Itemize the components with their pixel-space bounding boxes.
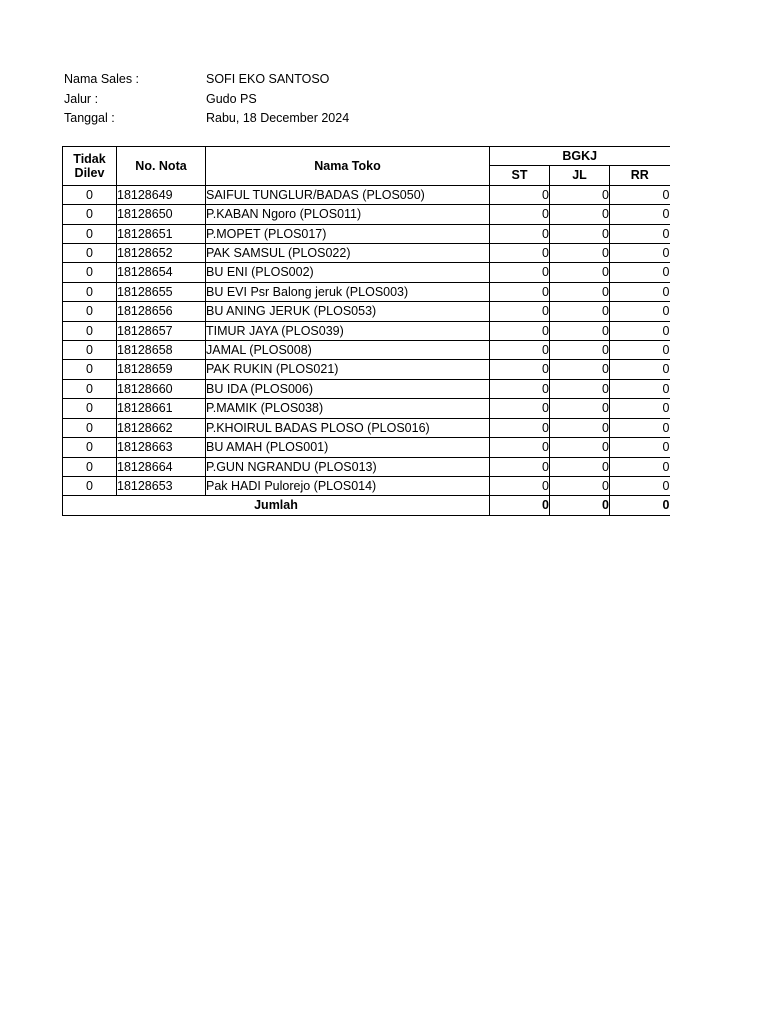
- cell-tidak-dilev: 0: [63, 418, 117, 437]
- cell-tidak-dilev: 0: [63, 476, 117, 495]
- cell-no-nota: 18128662: [117, 418, 206, 437]
- route-row: [64, 90, 349, 110]
- cell-nama-toko: TIMUR JAYA (PLOS039): [206, 321, 490, 340]
- cell-st: 0: [490, 205, 550, 224]
- table-row: [63, 321, 670, 340]
- table-row: [63, 360, 670, 379]
- delivery-table: [62, 146, 670, 516]
- cell-jl: 0: [550, 341, 610, 360]
- cell-jl: 0: [550, 379, 610, 398]
- col-header-jl: JL: [550, 166, 610, 185]
- cell-tidak-dilev: 0: [63, 224, 117, 243]
- cell-jl: 0: [550, 321, 610, 340]
- table-row: [63, 418, 670, 437]
- cell-rr: 0: [610, 205, 670, 224]
- cell-tidak-dilev: 0: [63, 185, 117, 204]
- table-row: [63, 457, 670, 476]
- cell-nama-toko: Pak HADI Pulorejo (PLOS014): [206, 476, 490, 495]
- table-body: [63, 185, 670, 496]
- cell-rr: 0: [610, 302, 670, 321]
- cell-nama-toko: JAMAL (PLOS008): [206, 341, 490, 360]
- cell-no-nota: 18128653: [117, 476, 206, 495]
- col-header-rr: RR: [610, 166, 670, 185]
- cell-nama-toko: BU IDA (PLOS006): [206, 379, 490, 398]
- total-rr: 0: [610, 496, 670, 515]
- cell-rr: 0: [610, 379, 670, 398]
- cell-st: 0: [490, 185, 550, 204]
- table-row: [63, 379, 670, 398]
- date-row: [64, 109, 349, 129]
- cell-rr: 0: [610, 360, 670, 379]
- cell-jl: 0: [550, 438, 610, 457]
- cell-no-nota: 18128660: [117, 379, 206, 398]
- sales-label: Nama Sales :: [64, 72, 140, 86]
- cell-rr: 0: [610, 399, 670, 418]
- cell-jl: 0: [550, 360, 610, 379]
- cell-no-nota: 18128664: [117, 457, 206, 476]
- table-row: [63, 476, 670, 495]
- table-row: [63, 244, 670, 263]
- cell-tidak-dilev: 0: [63, 321, 117, 340]
- cell-tidak-dilev: 0: [63, 282, 117, 301]
- table-row: [63, 399, 670, 418]
- sales-value: SOFI EKO SANTOSO: [206, 72, 330, 86]
- cell-jl: 0: [550, 399, 610, 418]
- cell-rr: 0: [610, 185, 670, 204]
- cell-jl: 0: [550, 476, 610, 495]
- cell-jl: 0: [550, 282, 610, 301]
- cell-rr: 0: [610, 224, 670, 243]
- table-row: [63, 302, 670, 321]
- cell-rr: 0: [610, 244, 670, 263]
- cell-jl: 0: [550, 185, 610, 204]
- cell-st: 0: [490, 360, 550, 379]
- cell-tidak-dilev: 0: [63, 360, 117, 379]
- cell-rr: 0: [610, 457, 670, 476]
- cell-nama-toko: BU ENI (PLOS002): [206, 263, 490, 282]
- cell-no-nota: 18128658: [117, 341, 206, 360]
- date-value: Rabu, 18 December 2024: [206, 111, 350, 125]
- table-row: [63, 205, 670, 224]
- cell-no-nota: 18128656: [117, 302, 206, 321]
- route-label: Jalur :: [64, 91, 99, 106]
- cell-st: 0: [490, 418, 550, 437]
- cell-tidak-dilev: 0: [63, 302, 117, 321]
- cell-st: 0: [490, 282, 550, 301]
- cell-st: 0: [490, 438, 550, 457]
- table-row: [63, 185, 670, 204]
- cell-nama-toko: BU ANING JERUK (PLOS053): [206, 302, 490, 321]
- cell-nama-toko: PAK SAMSUL (PLOS022): [206, 244, 490, 263]
- cell-rr: 0: [610, 282, 670, 301]
- total-jl: 0: [550, 496, 610, 515]
- col-group-bgkj: BGKJ: [490, 147, 670, 166]
- cell-st: 0: [490, 263, 550, 282]
- report-header: [64, 70, 349, 129]
- total-row: [63, 496, 670, 515]
- cell-jl: 0: [550, 418, 610, 437]
- cell-no-nota: 18128650: [117, 205, 206, 224]
- cell-rr: 0: [610, 263, 670, 282]
- cell-tidak-dilev: 0: [63, 341, 117, 360]
- cell-nama-toko: P.KABAN Ngoro (PLOS011): [206, 205, 490, 224]
- cell-tidak-dilev: 0: [63, 379, 117, 398]
- cell-jl: 0: [550, 457, 610, 476]
- date-label: Tanggal :: [64, 111, 115, 125]
- table-row: [63, 263, 670, 282]
- cell-jl: 0: [550, 224, 610, 243]
- col-header-tidak-line1: Tidak: [73, 151, 106, 166]
- cell-tidak-dilev: 0: [63, 457, 117, 476]
- cell-no-nota: 18128663: [117, 438, 206, 457]
- cell-jl: 0: [550, 205, 610, 224]
- cell-st: 0: [490, 379, 550, 398]
- cell-tidak-dilev: 0: [63, 263, 117, 282]
- cell-rr: 0: [610, 341, 670, 360]
- cell-jl: 0: [550, 302, 610, 321]
- cell-st: 0: [490, 244, 550, 263]
- cell-nama-toko: SAIFUL TUNGLUR/BADAS (PLOS050): [206, 185, 490, 204]
- total-label: Jumlah: [63, 496, 490, 515]
- cell-no-nota: 18128654: [117, 263, 206, 282]
- cell-no-nota: 18128657: [117, 321, 206, 340]
- cell-nama-toko: BU AMAH (PLOS001): [206, 438, 490, 457]
- col-header-nama-toko: Nama Toko: [206, 147, 490, 186]
- cell-tidak-dilev: 0: [63, 244, 117, 263]
- cell-nama-toko: PAK RUKIN (PLOS021): [206, 360, 490, 379]
- cell-nama-toko: P.GUN NGRANDU (PLOS013): [206, 457, 490, 476]
- cell-rr: 0: [610, 476, 670, 495]
- cell-nama-toko: BU EVI Psr Balong jeruk (PLOS003): [206, 282, 490, 301]
- col-header-tidak-dilev: [63, 147, 117, 186]
- total-st: 0: [490, 496, 550, 515]
- cell-jl: 0: [550, 263, 610, 282]
- cell-tidak-dilev: 0: [63, 205, 117, 224]
- header-row-top: [63, 147, 670, 166]
- cell-tidak-dilev: 0: [63, 399, 117, 418]
- col-header-no-nota: No. Nota: [117, 147, 206, 186]
- cell-rr: 0: [610, 418, 670, 437]
- cell-no-nota: 18128659: [117, 360, 206, 379]
- table-row: [63, 438, 670, 457]
- route-value: Gudo PS: [206, 91, 257, 106]
- cell-st: 0: [490, 399, 550, 418]
- cell-rr: 0: [610, 438, 670, 457]
- cell-st: 0: [490, 302, 550, 321]
- sales-row: [64, 70, 349, 90]
- cell-st: 0: [490, 341, 550, 360]
- col-header-st: ST: [490, 166, 550, 185]
- cell-no-nota: 18128649: [117, 185, 206, 204]
- cell-nama-toko: P.KHOIRUL BADAS PLOSO (PLOS016): [206, 418, 490, 437]
- cell-st: 0: [490, 321, 550, 340]
- table-row: [63, 224, 670, 243]
- table-row: [63, 341, 670, 360]
- col-header-tidak-line2: Dilev: [74, 165, 105, 180]
- cell-st: 0: [490, 224, 550, 243]
- cell-st: 0: [490, 476, 550, 495]
- cell-jl: 0: [550, 244, 610, 263]
- cell-nama-toko: P.MAMIK (PLOS038): [206, 399, 490, 418]
- cell-no-nota: 18128651: [117, 224, 206, 243]
- cell-st: 0: [490, 457, 550, 476]
- cell-no-nota: 18128655: [117, 282, 206, 301]
- cell-tidak-dilev: 0: [63, 438, 117, 457]
- cell-no-nota: 18128661: [117, 399, 206, 418]
- cell-rr: 0: [610, 321, 670, 340]
- table-row: [63, 282, 670, 301]
- cell-no-nota: 18128652: [117, 244, 206, 263]
- cell-nama-toko: P.MOPET (PLOS017): [206, 224, 490, 243]
